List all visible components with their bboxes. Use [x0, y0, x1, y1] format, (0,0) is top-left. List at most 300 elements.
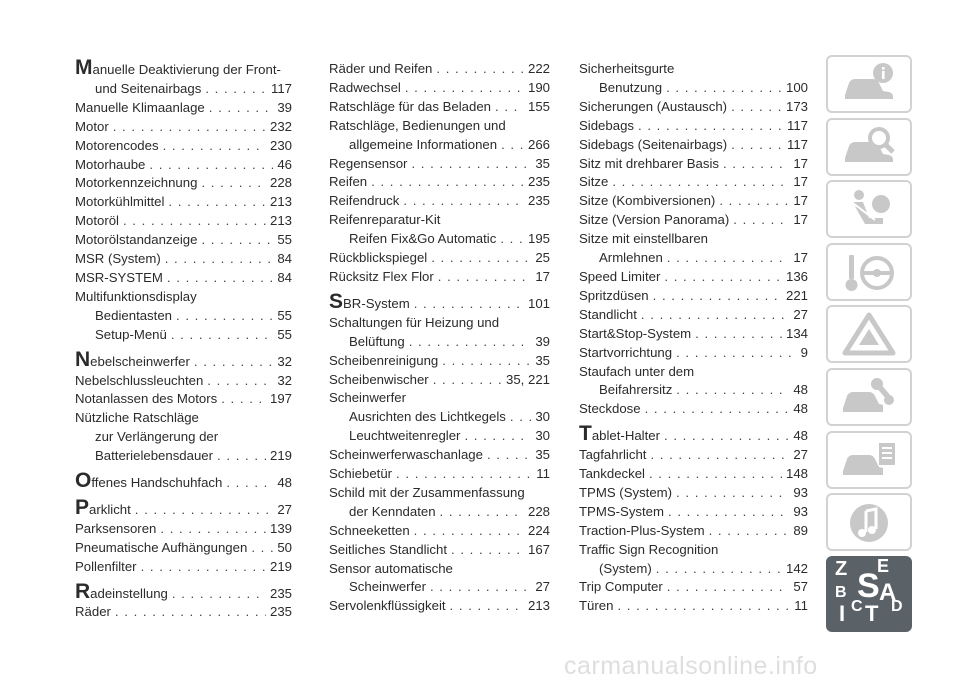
- index-entry[interactable]: [75, 231, 292, 250]
- leader-dots: [653, 287, 782, 306]
- entry-line: [329, 211, 550, 230]
- entry-term: Traffic Sign Recognition: [579, 541, 719, 557]
- entry-term: Tankdeckel: [579, 466, 645, 482]
- leader-dots: [501, 136, 524, 155]
- page-number[interactable]: 235: [527, 174, 550, 190]
- leader-dots: [436, 60, 524, 79]
- page-number[interactable]: 142: [785, 560, 808, 576]
- page-number[interactable]: 17: [793, 212, 808, 228]
- entry-line: [329, 578, 550, 597]
- page-number[interactable]: 17: [535, 268, 550, 284]
- entry-term: Leuchtweitenregler: [349, 428, 461, 444]
- index-entry[interactable]: [75, 520, 292, 539]
- leader-dots: [664, 427, 789, 446]
- index-entry[interactable]: [579, 98, 808, 117]
- page-number[interactable]: 50: [277, 539, 292, 555]
- page-number[interactable]: 35: [535, 352, 550, 368]
- index-entry[interactable]: [579, 136, 808, 155]
- entry-term: Beifahrersitz: [599, 382, 673, 398]
- index-entry[interactable]: [329, 230, 550, 249]
- entry-term: Traction-Plus-System: [579, 522, 705, 538]
- sidebar-tab-airbag-seat[interactable]: [826, 180, 912, 238]
- entry-term: zur Verlängerung der: [95, 429, 219, 445]
- page-number[interactable]: 235: [527, 193, 550, 209]
- entry-line: [75, 539, 292, 558]
- leader-dots: [167, 269, 273, 288]
- entry-term: MSR-SYSTEM: [75, 269, 163, 285]
- page-number[interactable]: 155: [527, 98, 550, 114]
- leader-dots: [160, 520, 266, 539]
- leader-dots: [641, 306, 789, 325]
- entry-line: [579, 597, 808, 616]
- page-number[interactable]: 134: [785, 325, 808, 341]
- index-entry[interactable]: [75, 269, 292, 288]
- page-number[interactable]: 46: [277, 156, 292, 172]
- leader-dots: [209, 99, 274, 118]
- page-number[interactable]: 228: [527, 503, 550, 519]
- entry-term-rest: arklicht: [89, 501, 131, 517]
- entry-term: Batterielebensdauer: [95, 448, 214, 464]
- index-entry[interactable]: [75, 174, 292, 193]
- index-entry[interactable]: [329, 155, 550, 174]
- index-entry[interactable]: [579, 560, 808, 579]
- leader-dots: [676, 484, 789, 503]
- sidebar-tab-car-wrench[interactable]: [826, 368, 912, 426]
- entry-line: [579, 173, 808, 192]
- index-entry[interactable]: [75, 539, 292, 558]
- page-number[interactable]: 84: [277, 269, 292, 285]
- page-number[interactable]: 89: [793, 522, 808, 538]
- index-entry[interactable]: [75, 156, 292, 175]
- page-number[interactable]: 48: [793, 382, 808, 398]
- entry-term: Motoröl: [75, 213, 119, 229]
- page-number[interactable]: 100: [785, 79, 808, 95]
- index-entry[interactable]: [329, 522, 550, 541]
- page-number[interactable]: 57: [793, 579, 808, 595]
- page-number[interactable]: 48: [793, 428, 808, 444]
- index-entry[interactable]: [329, 352, 550, 371]
- entry-term-rest: adeinstellung: [90, 585, 168, 601]
- sidebar-tab-warning-triangle[interactable]: [826, 305, 912, 363]
- page-number[interactable]: 167: [527, 541, 550, 557]
- page-number[interactable]: 93: [793, 503, 808, 519]
- page-number[interactable]: 27: [535, 579, 550, 595]
- index-entry[interactable]: [579, 446, 808, 465]
- index-entry[interactable]: [329, 371, 550, 390]
- index-entry[interactable]: [329, 79, 550, 98]
- index-entry[interactable]: [75, 137, 292, 156]
- page-number[interactable]: 17: [793, 193, 808, 209]
- page-number[interactable]: 27: [277, 501, 292, 517]
- entry-line: [75, 447, 292, 466]
- index-entry[interactable]: [329, 427, 550, 446]
- sidebar-tab-index-letters[interactable]: [826, 556, 912, 632]
- entry-term: Seitliches Standlicht: [329, 541, 448, 557]
- entry-term: Rücksitz Flex Flor: [329, 268, 434, 284]
- page-number[interactable]: 232: [269, 118, 292, 134]
- index-entry[interactable]: [579, 363, 808, 382]
- section-initial: P: [75, 495, 90, 519]
- index-entry[interactable]: [329, 314, 550, 333]
- page-number[interactable]: 101: [527, 295, 550, 311]
- index-column-3: [579, 60, 808, 616]
- entry-term: Radwechsel: [329, 79, 401, 95]
- leader-dots: [464, 427, 531, 446]
- entry-line: [579, 249, 808, 268]
- entry-line: [579, 560, 808, 579]
- page-number[interactable]: 117: [786, 136, 808, 152]
- car-search-icon: [839, 124, 899, 170]
- sidebar-tab-music[interactable]: [826, 493, 912, 551]
- page-number[interactable]: 30: [535, 428, 550, 444]
- index-letter: T: [865, 600, 879, 626]
- entry-term-rest: ebelscheinwerfer: [90, 353, 190, 369]
- index-entry[interactable]: [579, 249, 808, 268]
- entry-term: Türen: [579, 598, 614, 614]
- entry-term: Startvorrichtung: [579, 344, 673, 360]
- leader-dots: [396, 465, 532, 484]
- page-number[interactable]: 136: [785, 268, 808, 284]
- index-entry[interactable]: [75, 372, 292, 391]
- index-entry[interactable]: [329, 60, 550, 79]
- page-number[interactable]: 11: [536, 466, 550, 482]
- index-entry[interactable]: [329, 578, 550, 597]
- entry-term: Ratschläge, Bedienungen und: [329, 117, 506, 133]
- sidebar-tab-car-search[interactable]: [826, 118, 912, 176]
- entry-line: [579, 306, 808, 325]
- index-entry[interactable]: [75, 603, 292, 622]
- index-entry[interactable]: [329, 541, 550, 560]
- index-entry[interactable]: [329, 560, 550, 579]
- leader-dots: [495, 98, 524, 117]
- entry-term: TPMS-System: [579, 503, 664, 519]
- entry-term: Belüftung: [349, 333, 405, 349]
- page-number[interactable]: 48: [277, 475, 292, 491]
- entry-line: [579, 503, 808, 522]
- page-number[interactable]: 219: [269, 558, 292, 574]
- entry-term: [75, 579, 168, 604]
- index-column-1: [75, 56, 292, 622]
- entry-line: [75, 250, 292, 269]
- index-entry[interactable]: [579, 541, 808, 560]
- page-number[interactable]: 224: [527, 522, 550, 538]
- index-entry[interactable]: [329, 333, 550, 352]
- entry-line: [75, 520, 292, 539]
- key-steering-icon: [839, 249, 899, 295]
- page-number[interactable]: 266: [527, 136, 550, 152]
- index-entry[interactable]: [329, 484, 550, 503]
- entry-line: [329, 560, 550, 579]
- entry-line: [579, 230, 808, 249]
- index-entry[interactable]: [75, 579, 292, 604]
- index-entry[interactable]: [75, 326, 292, 345]
- page-number[interactable]: 55: [277, 307, 292, 323]
- index-entry[interactable]: [579, 381, 808, 400]
- entry-term: Sicherungen (Austausch): [579, 98, 728, 114]
- page-number[interactable]: 93: [793, 484, 808, 500]
- entry-line: [579, 60, 808, 79]
- index-entry[interactable]: [75, 118, 292, 137]
- index-entry[interactable]: [579, 117, 808, 136]
- index-entry[interactable]: [75, 193, 292, 212]
- index-entry[interactable]: [579, 344, 808, 363]
- index-entry[interactable]: [579, 597, 808, 616]
- entry-term: Manuelle Klimaanlage: [75, 99, 205, 115]
- entry-line: [75, 558, 292, 577]
- entry-term: Sitze mit einstellbaren: [579, 231, 709, 247]
- entry-line: [75, 174, 292, 193]
- page-number[interactable]: 17: [793, 250, 808, 266]
- page-number[interactable]: 173: [785, 98, 808, 114]
- page-number[interactable]: 9: [800, 344, 808, 360]
- entry-line: [579, 484, 808, 503]
- entry-term: Trip Computer: [579, 579, 663, 595]
- page-number[interactable]: 221: [785, 287, 808, 303]
- entry-line: [579, 422, 808, 446]
- leader-dots: [450, 597, 524, 616]
- index-entry[interactable]: [75, 288, 292, 307]
- page-number[interactable]: 39: [535, 333, 550, 349]
- index-entry[interactable]: [579, 268, 808, 287]
- index-entry[interactable]: [329, 389, 550, 408]
- leader-dots: [733, 211, 789, 230]
- entry-line: [75, 269, 292, 288]
- leader-dots: [500, 230, 524, 249]
- index-entry[interactable]: [329, 597, 550, 616]
- section-initial: R: [75, 579, 91, 603]
- page-number[interactable]: 48: [793, 401, 808, 417]
- index-entry[interactable]: [329, 98, 550, 117]
- index-entry[interactable]: [329, 136, 550, 155]
- index-entry[interactable]: [579, 79, 808, 98]
- index-entry[interactable]: [329, 211, 550, 230]
- index-entry[interactable]: [329, 249, 550, 268]
- entry-term: Motorkühlmittel: [75, 194, 165, 210]
- index-entry[interactable]: [579, 155, 808, 174]
- sidebar-tab-car-info[interactable]: [826, 55, 912, 113]
- index-entry[interactable]: [579, 578, 808, 597]
- page-number[interactable]: 32: [277, 372, 292, 388]
- entry-line: [75, 579, 292, 604]
- entry-term-rest: ablet-Halter: [591, 428, 660, 444]
- page-number[interactable]: 139: [269, 520, 292, 536]
- index-entry[interactable]: [75, 447, 292, 466]
- index-entry[interactable]: [75, 390, 292, 409]
- leader-dots: [617, 597, 790, 616]
- index-entry[interactable]: [75, 409, 292, 428]
- entry-term: Reifen Fix&Go Automatic: [349, 231, 497, 247]
- page-number[interactable]: 35: [535, 447, 550, 463]
- page-number[interactable]: 197: [269, 391, 292, 407]
- index-entry[interactable]: [329, 408, 550, 427]
- leader-dots: [115, 603, 266, 622]
- leader-dots: [207, 372, 273, 391]
- entry-term: Bedientasten: [95, 307, 172, 323]
- entry-term: Sitze (Kombiversionen): [579, 193, 716, 209]
- entry-line: [75, 99, 292, 118]
- index-entry[interactable]: [75, 495, 292, 520]
- page-number[interactable]: 230: [269, 137, 292, 153]
- page-number[interactable]: 235: [269, 585, 292, 601]
- page-number[interactable]: 213: [527, 598, 550, 614]
- index-entry[interactable]: [579, 60, 808, 79]
- leader-dots: [371, 173, 524, 192]
- index-entry[interactable]: [75, 250, 292, 269]
- entry-term: allgemeine Informationen: [349, 136, 498, 152]
- leader-dots: [205, 80, 267, 99]
- index-entry[interactable]: [579, 422, 808, 446]
- page-number[interactable]: 35: [535, 155, 550, 171]
- index-entry[interactable]: [329, 289, 550, 314]
- page-number[interactable]: 117: [786, 117, 808, 133]
- leader-dots: [431, 249, 531, 268]
- index-entry[interactable]: [329, 173, 550, 192]
- entry-line: [329, 155, 550, 174]
- page-number[interactable]: 27: [793, 306, 808, 322]
- leader-dots: [656, 560, 782, 579]
- index-entry[interactable]: [75, 212, 292, 231]
- index-entry[interactable]: [329, 503, 550, 522]
- entry-term: Scheinwerfer: [329, 390, 406, 406]
- entry-line: [329, 136, 550, 155]
- index-entry[interactable]: [75, 469, 292, 493]
- entry-term: Reifendruck: [329, 193, 400, 209]
- page-number[interactable]: 11: [794, 598, 808, 614]
- index-entry[interactable]: [329, 465, 550, 484]
- index-entry[interactable]: [75, 558, 292, 577]
- chapter-sidebar: [826, 55, 912, 636]
- leader-dots: [649, 465, 782, 484]
- watermark: carmanualsonline.info: [564, 652, 818, 680]
- sidebar-tab-key-steering[interactable]: [826, 243, 912, 301]
- entry-term: Armlehnen: [599, 250, 663, 266]
- leader-dots: [414, 295, 524, 314]
- page-number[interactable]: 39: [277, 99, 292, 115]
- index-entry[interactable]: [579, 287, 808, 306]
- entry-line: [579, 98, 808, 117]
- index-entry[interactable]: [579, 465, 808, 484]
- index-entry[interactable]: [579, 173, 808, 192]
- page-number[interactable]: 32: [277, 353, 292, 369]
- entry-line: [579, 541, 808, 560]
- leader-dots: [163, 137, 266, 156]
- leader-dots: [217, 447, 266, 466]
- entry-term: Schiebetür: [329, 466, 393, 482]
- entry-line: [75, 231, 292, 250]
- entry-line: [75, 428, 292, 447]
- index-entry[interactable]: [579, 522, 808, 541]
- sidebar-tab-car-specs[interactable]: [826, 431, 912, 489]
- index-letter: D: [891, 597, 903, 615]
- index-entry[interactable]: [579, 325, 808, 344]
- index-letter: Z: [835, 557, 848, 580]
- page-number[interactable]: 55: [277, 326, 292, 342]
- entry-term: Reifenreparatur-Kit: [329, 212, 441, 228]
- entry-line: [579, 79, 808, 98]
- page-number[interactable]: 35, 221: [506, 371, 550, 387]
- index-entry[interactable]: [75, 307, 292, 326]
- entry-term: der Kenndaten: [349, 503, 436, 519]
- index-entry[interactable]: [579, 306, 808, 325]
- page-number[interactable]: 235: [269, 604, 292, 620]
- leader-dots: [676, 381, 789, 400]
- entry-line: [579, 136, 808, 155]
- index-entry[interactable]: [329, 446, 550, 465]
- index-entry[interactable]: [75, 428, 292, 447]
- entry-line: [579, 400, 808, 419]
- index-letters-icon: [829, 555, 909, 629]
- page-number[interactable]: 17: [793, 155, 808, 171]
- leader-dots: [405, 79, 524, 98]
- car-specs-icon: [839, 437, 899, 483]
- index-entry[interactable]: [579, 484, 808, 503]
- entry-line: [329, 541, 550, 560]
- page-number[interactable]: 213: [269, 213, 292, 229]
- entry-term: Schaltungen für Heizung und: [329, 314, 500, 330]
- leader-dots: [403, 192, 524, 211]
- leader-dots: [201, 174, 266, 193]
- index-entry[interactable]: [579, 503, 808, 522]
- section-gap: [75, 345, 292, 352]
- index-entry[interactable]: [579, 192, 808, 211]
- page-number[interactable]: 30: [535, 409, 550, 425]
- leader-dots: [676, 344, 797, 363]
- entry-term: Motorencodes: [75, 137, 159, 153]
- entry-term: Sitz mit drehbarer Basis: [579, 155, 719, 171]
- page-number[interactable]: 219: [269, 448, 292, 464]
- index-entry[interactable]: [75, 99, 292, 118]
- page-number[interactable]: 17: [793, 174, 808, 190]
- index-entry[interactable]: [579, 211, 808, 230]
- entry-term: Sicherheitsgurte: [579, 61, 675, 76]
- index-entry[interactable]: [579, 230, 808, 249]
- leader-dots: [487, 446, 531, 465]
- page-number[interactable]: 190: [527, 79, 550, 95]
- page-number[interactable]: 222: [527, 61, 550, 76]
- index-entry[interactable]: [329, 268, 550, 287]
- leader-dots: [723, 155, 789, 174]
- leader-dots: [226, 474, 273, 493]
- entry-term: Start&Stop-System: [579, 325, 692, 341]
- page-number[interactable]: 148: [785, 466, 808, 482]
- leader-dots: [433, 371, 502, 390]
- page-number[interactable]: 117: [270, 80, 292, 96]
- entry-line: [579, 465, 808, 484]
- section-initial: O: [75, 469, 92, 493]
- page-number[interactable]: 228: [269, 175, 292, 191]
- entry-term: Sitze (Version Panorama): [579, 212, 730, 228]
- index-entry[interactable]: [579, 400, 808, 419]
- index-entry[interactable]: [75, 347, 292, 372]
- page-number[interactable]: 55: [277, 232, 292, 248]
- entry-line: [75, 156, 292, 175]
- index-letter: S: [857, 566, 880, 605]
- index-entry[interactable]: [75, 56, 292, 99]
- car-wrench-icon: [839, 374, 899, 420]
- page-number[interactable]: 25: [535, 250, 550, 266]
- page-number[interactable]: 195: [527, 231, 550, 247]
- entry-line: [75, 326, 292, 345]
- entry-term: Steckdose: [579, 401, 641, 417]
- page-number[interactable]: 27: [793, 447, 808, 463]
- entry-term: Schneeketten: [329, 522, 410, 538]
- index-entry[interactable]: [329, 192, 550, 211]
- entry-term-rest: BR-System: [343, 295, 410, 311]
- index-entry[interactable]: [329, 117, 550, 136]
- page-number[interactable]: 213: [269, 194, 292, 210]
- entry-line: [75, 409, 292, 428]
- page-number[interactable]: 84: [277, 251, 292, 267]
